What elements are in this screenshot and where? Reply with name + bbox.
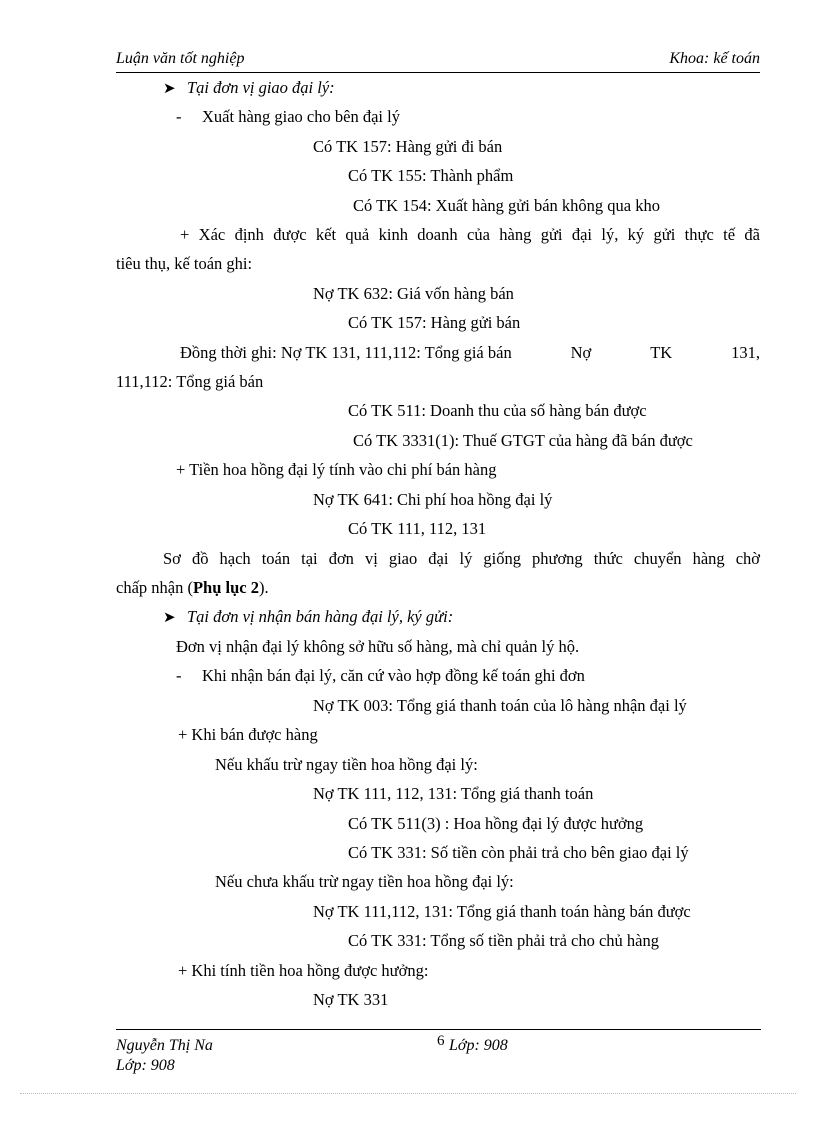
footer-class-left: Lớp: 908 — [116, 1057, 175, 1074]
entry-line: Nợ TK 111,112, 131: Tổng giá thanh toán hàng bán được — [313, 902, 691, 921]
dash-item-text: Xuất hàng giao cho bên đại lý — [202, 107, 400, 126]
paragraph-line: Nếu chưa khấu trừ ngay tiền hoa hồng đại lý: — [215, 872, 514, 891]
paragraph-line: Đơn vị nhận đại lý không sở hữu số hàng, mà chỉ quản lý hộ. — [176, 637, 580, 656]
paragraph-line — [180, 225, 760, 245]
footer-rule — [116, 1029, 761, 1030]
entry-line: Có TK 331: Tổng số tiền phải trả cho chủ hàng — [348, 931, 660, 950]
entry-line: Có TK 511: Doanh thu của số hàng bán được — [348, 401, 647, 420]
page-break-divider — [20, 1093, 796, 1094]
entry-line: Có TK 157: Hàng gửi bán — [348, 313, 521, 332]
page-number: 6 — [437, 1033, 445, 1049]
paragraph-line: + Khi tính tiền hoa hồng được hưởng: — [178, 961, 429, 980]
header-left-text: Luận văn tốt nghiệp — [116, 50, 245, 67]
text-segment: chấp nhận ( — [116, 578, 193, 597]
paragraph-text: + Xác định được kết quả kinh doanh của hàng gửi đại lý, ký gửi thực tế đã — [180, 225, 760, 244]
entry-line: Nợ TK 111, 112, 131: Tổng giá thanh toán — [313, 784, 594, 803]
section-heading-text: Tại đơn vị giao đại lý: — [187, 78, 335, 97]
entry-line: Có TK 111, 112, 131 — [348, 519, 487, 538]
entry-line: Nợ TK 003: Tổng giá thanh toán của lô hàng nhận đại lý — [313, 696, 687, 715]
entry-line: Nợ TK 641: Chi phí hoa hồng đại lý — [313, 490, 553, 509]
entry-line: Có TK 3331(1): Thuế GTGT của hàng đã bán được — [353, 431, 693, 450]
entry-line: Có TK 511(3) : Hoa hồng đại lý được hưởng — [348, 814, 644, 833]
dash-item-text: Khi nhận bán đại lý, căn cứ vào hợp đồng kế toán ghi đơn — [202, 666, 585, 685]
paragraph-line: + Tiền hoa hồng đại lý tính vào chi phí bán hàng — [176, 460, 497, 479]
entry-line: Có TK 331: Số tiền còn phải trả cho bên giao đại lý — [348, 843, 689, 862]
paragraph-line: + Khi bán được hàng — [178, 725, 318, 744]
section-heading-giao-dai-ly — [163, 78, 335, 99]
paragraph-line: Nếu khấu trừ ngay tiền hoa hồng đại lý: — [215, 755, 478, 774]
paragraph-line-dong-thoi — [180, 343, 760, 363]
header-right-text: Khoa: kế toán — [669, 50, 760, 67]
text-segment: Đồng thời ghi: Nợ TK 131, 111,112: Tổng giá bán — [180, 343, 512, 362]
text-segment: TK — [650, 343, 673, 362]
paragraph-line — [163, 549, 760, 569]
entry-line: Có TK 155: Thành phẩm — [348, 166, 514, 185]
footer-class-center: Lớp: 908 — [449, 1037, 508, 1054]
entry-line: Nợ TK 632: Giá vốn hàng bán — [313, 284, 514, 303]
section-heading-nhan-dai-ly — [163, 607, 453, 628]
entry-line: Có TK 154: Xuất hàng gửi bán không qua kho — [353, 196, 660, 215]
arrow-bullet-icon: ➤ — [163, 81, 176, 97]
text-segment: ). — [259, 578, 269, 597]
section-heading-text: Tại đơn vị nhận bán hàng đại lý, ký gửi: — [187, 607, 454, 626]
dash-bullet: - — [176, 666, 182, 685]
paragraph-line: 111,112: Tổng giá bán — [116, 372, 264, 391]
dash-item-nhan-ban — [176, 666, 585, 686]
paragraph-line: tiêu thụ, kế toán ghi: — [116, 254, 253, 273]
text-segment: 131, — [731, 343, 760, 362]
paragraph-line-phu-luc — [116, 578, 269, 598]
footer-author: Nguyễn Thị Na — [116, 1037, 213, 1054]
arrow-bullet-icon: ➤ — [163, 610, 176, 626]
entry-line: Có TK 157: Hàng gửi đi bán — [313, 137, 503, 156]
page-header — [116, 50, 760, 73]
dash-bullet: - — [176, 107, 182, 126]
text-segment: Nợ — [570, 343, 592, 362]
paragraph-text: Sơ đồ hạch toán tại đơn vị giao đại lý giống phương thức chuyển hàng chờ — [163, 549, 760, 568]
dash-item-xuat-hang — [176, 107, 400, 127]
appendix-reference: Phụ lục 2 — [192, 578, 259, 597]
entry-line: Nợ TK 331 — [313, 990, 389, 1009]
